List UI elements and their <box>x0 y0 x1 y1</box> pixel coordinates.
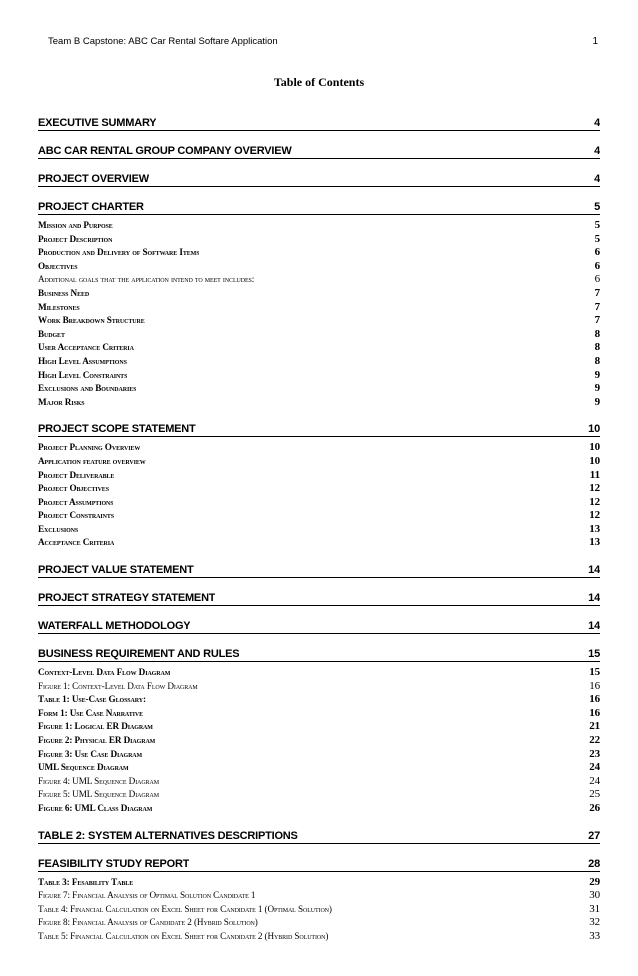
toc-entry[interactable] <box>38 748 600 762</box>
toc-entry-page: 28 <box>588 857 600 870</box>
toc-entry[interactable] <box>38 523 600 537</box>
toc-heading-entry[interactable] <box>38 563 600 578</box>
toc-entry[interactable] <box>38 720 600 734</box>
toc-heading-entry[interactable] <box>38 200 600 215</box>
toc-heading-entry[interactable] <box>38 422 600 437</box>
toc-entry[interactable] <box>38 369 600 383</box>
toc-entry-label: PROJECT OVERVIEW <box>38 173 149 185</box>
toc-entry-label: User Acceptance Criteria <box>38 342 134 353</box>
toc-entry[interactable] <box>38 469 600 483</box>
toc-entry-page: 6 <box>594 246 600 259</box>
toc-entry-page: 8 <box>594 341 600 354</box>
toc-entry-page: 7 <box>594 300 600 313</box>
toc-entry[interactable] <box>38 775 600 789</box>
toc-entry-label: Milestones <box>38 301 80 312</box>
toc-entry-label: TABLE 2: SYSTEM ALTERNATIVES DESCRIPTIONS <box>38 829 298 842</box>
toc-entry[interactable] <box>38 396 600 410</box>
toc-entry[interactable] <box>38 788 600 802</box>
toc-entry-page: 10 <box>588 423 600 436</box>
toc-entry-page: 15 <box>589 666 600 679</box>
toc-entry[interactable] <box>38 328 600 342</box>
toc-entry-label: Figure 5: UML Sequence Diagram <box>38 789 159 800</box>
toc-entry-page: 6 <box>594 273 600 286</box>
toc-entry[interactable] <box>38 455 600 469</box>
toc-entry[interactable] <box>38 233 600 247</box>
toc-entry[interactable] <box>38 889 600 903</box>
toc-entry[interactable] <box>38 680 600 694</box>
toc-entry-page: 7 <box>594 286 600 299</box>
toc-heading-entry[interactable] <box>38 172 600 187</box>
toc-entry-label: Project Objectives <box>38 483 109 494</box>
toc-entry-page: 12 <box>589 495 600 508</box>
toc-entry-label: Table 5: Financial Calculation on Excel Sheet for Candidate 2 (Hybrid Solution) <box>38 930 329 941</box>
toc-heading-entry[interactable] <box>38 591 600 606</box>
toc-entry-label: Budget <box>38 328 65 339</box>
toc-entry-label: Project Planning Overview <box>38 442 141 453</box>
toc-entry-page: 8 <box>594 354 600 367</box>
toc-entry-page: 14 <box>588 620 600 633</box>
toc-entry-page: 4 <box>594 173 600 185</box>
toc-entry-page: 21 <box>589 720 600 733</box>
toc-entry-page: 14 <box>588 592 600 605</box>
toc-entry-label: PROJECT VALUE STATEMENT <box>38 564 194 577</box>
toc-entry-page: 26 <box>589 802 600 814</box>
toc-entry-label: Figure 2: Physical ER Diagram <box>38 735 156 746</box>
toc-entry[interactable] <box>38 916 600 930</box>
toc-entry-page: 13 <box>589 536 600 549</box>
toc-entry-label: Figure 8: Financial Analysis of Candidate 2 (Hybrid Solution) <box>38 917 258 928</box>
toc-entry[interactable] <box>38 341 600 355</box>
toc-entry[interactable] <box>38 876 600 890</box>
toc-entry[interactable] <box>38 273 600 287</box>
toc-entry[interactable] <box>38 496 600 510</box>
toc-entry-label: EXECUTIVE SUMMARY <box>38 117 157 129</box>
toc-entry-label: Table 1: Use-Case Glossary: <box>38 694 146 705</box>
toc-entry-page: 16 <box>589 706 600 719</box>
toc-entry[interactable] <box>38 707 600 721</box>
toc-entry-page: 24 <box>589 774 600 787</box>
toc-heading-entry[interactable] <box>38 857 600 872</box>
toc-entry-label: UML Sequence Diagram <box>38 762 129 773</box>
toc-heading-entry[interactable] <box>38 619 600 634</box>
toc-entry[interactable] <box>38 441 600 455</box>
toc-entry-page: 25 <box>589 788 600 801</box>
toc-entry-label: High Level Constraints <box>38 369 128 380</box>
toc-entry[interactable] <box>38 802 600 816</box>
toc-title: Table of Contents <box>273 75 365 89</box>
toc-entry[interactable] <box>38 355 600 369</box>
toc-entry-page: 16 <box>589 693 600 706</box>
toc-entry[interactable] <box>38 693 600 707</box>
toc-entry-page: 12 <box>589 509 600 522</box>
toc-entry-label: Business Need <box>38 287 90 298</box>
toc-entry-page: 9 <box>594 382 600 395</box>
toc-entry-label: PROJECT STRATEGY STATEMENT <box>38 592 216 605</box>
toc-entry[interactable] <box>38 219 600 233</box>
toc-entry[interactable] <box>38 314 600 328</box>
toc-entry[interactable] <box>38 382 600 396</box>
toc-entry-label: WATERFALL METHODOLOGY <box>38 620 191 633</box>
toc-entry-page: 15 <box>588 648 600 661</box>
toc-entry-label: Project Assumptions <box>38 496 114 507</box>
toc-entry-page: 11 <box>589 468 600 481</box>
toc-entry[interactable] <box>38 536 600 550</box>
toc-entry-page: 5 <box>594 219 600 231</box>
toc-entry-label: ABC CAR RENTAL GROUP COMPANY OVERVIEW <box>38 145 292 157</box>
toc-entry-label: Figure 3: Use Case Diagram <box>38 748 143 759</box>
toc-heading-entry[interactable] <box>38 116 600 131</box>
toc-entry-page: 6 <box>594 259 600 272</box>
toc-entry[interactable] <box>38 903 600 917</box>
toc-entry-label: Figure 6: UML Class Diagram <box>38 803 153 813</box>
toc-entry-label: Work Breakdown Structure <box>38 315 145 326</box>
toc-entry[interactable] <box>38 509 600 523</box>
toc-entry-page: 5 <box>594 201 600 213</box>
toc-entry-page: 12 <box>589 482 600 495</box>
toc-entry-page: 10 <box>589 454 600 467</box>
toc-entry-label: Acceptance Criteria <box>38 537 115 548</box>
page-number: 1 <box>592 36 598 47</box>
toc-entry-label: PROJECT SCOPE STATEMENT <box>38 423 196 436</box>
toc-entry-label: Table 3: Fesability Table <box>38 876 134 887</box>
toc-entry-page: 7 <box>594 314 600 327</box>
toc-entry-label: Project Constraints <box>38 510 114 521</box>
toc-heading-entry[interactable] <box>38 144 600 159</box>
toc-entry-label: Figure 7: Financial Analysis of Optimal Solution Candidate 1 <box>38 890 256 901</box>
toc-entry-label: Figure 1: Logical ER Diagram <box>38 721 153 732</box>
table-of-contents <box>38 116 600 944</box>
running-header-title: Team B Capstone: ABC Car Rental Softare Application <box>48 36 278 47</box>
toc-entry[interactable] <box>38 301 600 315</box>
toc-entry-page: 32 <box>589 916 600 929</box>
toc-entry-page: 4 <box>594 117 600 129</box>
toc-entry-page: 9 <box>594 395 600 408</box>
toc-entry-label: Figure 1: Context-Level Data Flow Diagram <box>38 680 198 691</box>
toc-entry-label: Exclusions and Boundaries <box>38 383 137 394</box>
toc-entry-page: 4 <box>594 145 600 157</box>
toc-entry-label: Production and Delivery of Software Items <box>38 247 200 258</box>
toc-entry-page: 5 <box>594 232 600 245</box>
toc-entry-page: 8 <box>594 327 600 340</box>
toc-entry-label: Project Deliverable <box>38 469 115 480</box>
toc-entry[interactable] <box>38 246 600 260</box>
toc-entry-label: Exclusions <box>38 523 79 534</box>
toc-entry-label: FEASIBILITY STUDY REPORT <box>38 857 190 870</box>
toc-entry-label: Major Risks <box>38 396 85 407</box>
toc-entry-page: 30 <box>589 889 600 902</box>
toc-entry-page: 31 <box>589 902 600 915</box>
toc-entry[interactable] <box>38 666 600 680</box>
toc-entry[interactable] <box>38 761 600 775</box>
toc-entry-label: Table 4: Financial Calculation on Excel Sheet for Candidate 1 (Optimal Solution) <box>38 903 332 914</box>
toc-entry-label: Form 1: Use Case Narrative <box>38 707 143 718</box>
toc-heading-entry[interactable] <box>38 647 600 662</box>
toc-entry-page: 22 <box>589 734 600 747</box>
toc-entry-page: 14 <box>588 564 600 577</box>
toc-entry-label: Context-Level Data Flow Diagram <box>38 667 171 678</box>
toc-entry[interactable] <box>38 260 600 274</box>
toc-entry-label: High Level Assumptions <box>38 355 127 366</box>
toc-entry-page: 33 <box>589 929 600 942</box>
toc-heading-entry[interactable] <box>38 829 600 844</box>
toc-entry[interactable] <box>38 734 600 748</box>
toc-entry-page: 27 <box>588 829 600 842</box>
toc-entry-label: Objectives <box>38 260 78 271</box>
toc-entry-page: 16 <box>589 679 600 692</box>
toc-entry-page: 24 <box>589 761 600 774</box>
toc-entry-label: Project Description <box>38 233 113 244</box>
toc-entry-page: 10 <box>589 441 600 454</box>
toc-entry-label: Application feature overview <box>38 455 146 466</box>
toc-entry[interactable] <box>38 287 600 301</box>
toc-entry[interactable] <box>38 482 600 496</box>
toc-entry-label: Mission and Purpose <box>38 220 113 230</box>
toc-entry-page: 23 <box>589 747 600 760</box>
toc-entry-label: BUSINESS REQUIREMENT AND RULES <box>38 648 240 661</box>
toc-entry[interactable] <box>38 930 600 944</box>
toc-entry-label: PROJECT CHARTER <box>38 201 144 213</box>
toc-entry-label: Additional goals that the application intend to meet includes: <box>38 274 255 285</box>
toc-entry-page: 29 <box>589 875 600 888</box>
toc-entry-page: 9 <box>594 368 600 381</box>
toc-entry-page: 13 <box>589 522 600 535</box>
toc-entry-label: Figure 4: UML Sequence Diagram <box>38 775 159 786</box>
